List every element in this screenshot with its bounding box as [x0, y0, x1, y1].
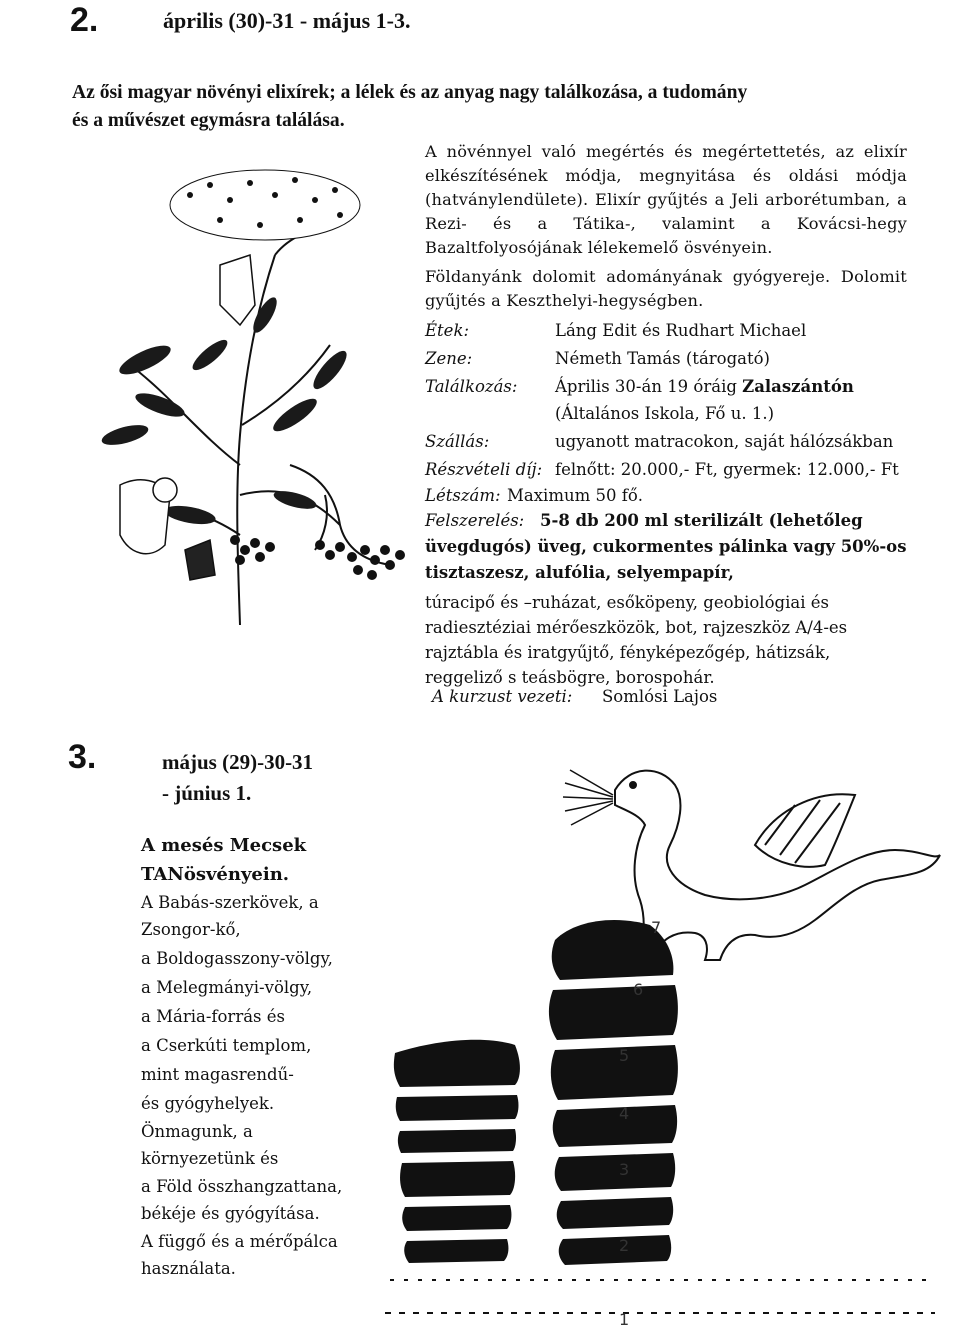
level-number: 2	[619, 1236, 630, 1255]
paragraph-1-line: Rezi- és a Tátika-, valamint a Kovácsi-hegy	[425, 214, 907, 233]
section-3-line: a Boldogasszony-völgy,	[141, 949, 333, 968]
paragraph-1-line: elkészítésének módja, megnyitása és oldási módja	[425, 166, 907, 185]
section-3-line: a Föld összhangzattana,	[141, 1177, 343, 1196]
vezeto-label: A kurzust vezeti:	[432, 687, 573, 706]
zene-row	[425, 345, 770, 372]
paragraph-1-line: Bazaltfolyosójának lélekemelő ösvényein.	[425, 238, 773, 257]
fire-breath	[563, 770, 613, 825]
letszam-row	[425, 482, 643, 509]
section-3-line: környezetünk és	[141, 1149, 279, 1168]
section-3-line: és gyógyhelyek.	[141, 1094, 275, 1113]
section-3-line: békéje és gyógyítása.	[141, 1204, 320, 1223]
dragon-stone-illustration	[375, 735, 955, 1330]
felszereles-line-1	[425, 508, 907, 534]
felszereles-block	[425, 508, 907, 690]
dragon	[615, 771, 940, 960]
talalkozas-row-2	[555, 400, 774, 427]
section-3-date-line-2: - június 1.	[162, 781, 252, 805]
elderflower-fairy-illustration	[90, 165, 420, 635]
etek-row	[425, 317, 806, 344]
section-2-date: április (30)-31 - május 1-3.	[163, 8, 411, 33]
felszereles-bold-1: 5-8 db 200 ml sterilizált (lehetőleg	[540, 511, 863, 530]
section-2-paragraph-2	[425, 265, 907, 313]
section-3-body	[141, 832, 342, 1282]
szallas-value: ugyanott matracokon, saját hálózsákban	[555, 432, 894, 451]
section-3-line: Zsongor-kő,	[141, 920, 241, 939]
szallas-row	[425, 428, 893, 455]
section-2-paragraph-1	[425, 140, 907, 260]
talalkozas-label: Találkozás:	[425, 377, 518, 396]
section-3-title-2: TANösvényein.	[141, 864, 290, 885]
level-dashes	[385, 1280, 935, 1313]
section-3-date	[162, 747, 313, 809]
level-number: 4	[619, 1104, 630, 1123]
felszereles-rest-line: reggeliző s teásbögre, borospohár.	[425, 668, 715, 687]
paragraph-2-line: Földanyánk dolomit adományának gyógyereje. Dolomit	[425, 267, 907, 286]
talalkozas-address: (Általános Iskola, Fő u. 1.)	[555, 404, 775, 423]
stone-stack-left	[394, 1040, 520, 1263]
vezeto-value: Somlósi Lajos	[602, 687, 718, 706]
section-3-line: A Babás-szerkövek, a	[141, 893, 319, 912]
etek-label: Étek:	[425, 321, 469, 340]
level-number: 1	[619, 1310, 630, 1329]
felszereles-label: Felszerelés:	[425, 511, 525, 530]
talalkozas-value: Április 30-án 19 óráig	[555, 377, 743, 396]
section-3-line: mint magasrendű-	[141, 1065, 294, 1084]
dij-row	[425, 456, 899, 483]
section-3-title-1: A mesés Mecsek	[141, 835, 307, 856]
felszereles-rest-line: radiesztéziai mérőeszközök, bot, rajzeszköz A/4-es	[425, 618, 848, 637]
talalkozas-place: Zalaszántón	[742, 377, 854, 396]
dij-label: Részvételi díj:	[425, 460, 543, 479]
felszereles-rest-line: túracipő és –ruházat, esőköpeny, geobiológiai és	[425, 593, 829, 612]
section-3-line: a Cserkúti templom,	[141, 1036, 312, 1055]
felszereles-rest-line: rajztábla és iratgyűjtő, fényképezőgép, hátizsák,	[425, 643, 831, 662]
section-2-number: 2.	[70, 1, 99, 39]
vezeto-row	[432, 683, 717, 710]
level-number: 5	[619, 1046, 630, 1065]
etek-value: Láng Edit és Rudhart Michael	[555, 321, 807, 340]
felszereles-bold-3: tisztaszesz, alufólia, selyempapír,	[425, 563, 734, 582]
zene-label: Zene:	[425, 349, 473, 368]
paragraph-1-line: A növénnyel való megértés és megértettetés, az elixír	[425, 142, 907, 161]
section-3-line: a Mária-forrás és	[141, 1007, 285, 1026]
section-2-title-line-2: és a művészet egymásra találása.	[72, 110, 345, 131]
felszereles-bold-2: üvegdugós) üveg, cukormentes pálinka vagy 50%-os	[425, 537, 907, 556]
level-number: 3	[619, 1160, 630, 1179]
section-3-date-line-1: május (29)-30-31	[162, 750, 314, 774]
dij-value: felnőtt: 20.000,- Ft, gyermek: 12.000,- Ft	[555, 460, 899, 479]
letszam-value: Maximum 50 fő.	[507, 486, 644, 505]
szallas-label: Szállás:	[425, 432, 490, 451]
talalkozas-row	[425, 373, 854, 400]
stone-stack-right	[549, 920, 678, 1265]
paragraph-1-line: (hatványlendülete). Elixír gyűjtés a Jeli arborétumban, a	[425, 190, 907, 209]
section-2-title-line-1: Az ősi magyar növényi elixírek; a lélek és az anyag nagy találkozása, a tudomány	[72, 82, 748, 103]
zene-value: Németh Tamás (tárogató)	[555, 349, 770, 368]
section-3-line: Önmagunk, a	[141, 1122, 253, 1141]
section-2-title	[72, 79, 747, 135]
letszam-label: Létszám:	[425, 486, 501, 505]
section-3-line: a Melegmányi-völgy,	[141, 978, 313, 997]
level-number: 6	[633, 980, 644, 999]
paragraph-2-line: gyűjtés a Keszthelyi-hegységben.	[425, 291, 704, 310]
section-3-line: használata.	[141, 1259, 236, 1278]
section-3-number: 3.	[68, 738, 97, 776]
level-number: 7	[651, 918, 662, 937]
section-3-line: A függő és a mérőpálca	[141, 1232, 338, 1251]
